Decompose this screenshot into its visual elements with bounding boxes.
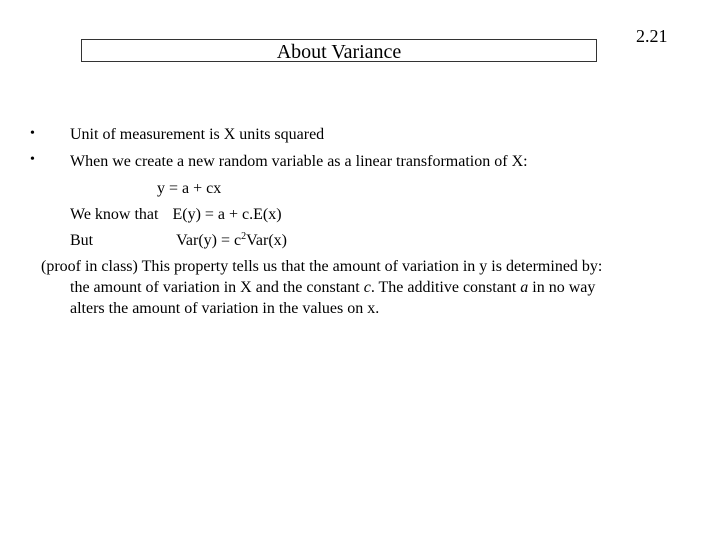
line2-part-b: . The additive constant [370,279,521,296]
bullet-marker: • [30,126,35,141]
constant-a: a [520,279,529,296]
slide-number: 2.21 [636,26,668,46]
variance-exponent: 2 [241,231,247,242]
expectation-line [70,205,282,225]
equation-linear: y = a + cx [157,180,222,197]
bullet-text-2: When we create a new random variable as a linear transformation of X: [70,153,528,170]
constant-c: c [363,279,371,296]
variance-pre: Var(y) = c [176,232,242,249]
variance-line [70,231,287,251]
explanation-line-2 [70,278,595,298]
line2-end: in no way [528,279,596,296]
variance-post: Var(x) [246,232,287,249]
slide-title: About Variance [276,41,402,63]
but-label: But [70,232,94,249]
line2-part-a: the amount of variation in X and the constant [70,279,364,296]
explanation-line-3: alters the amount of variation in the values on x. [70,300,380,317]
bullet-text-1: Unit of measurement is X units squared [70,126,325,143]
proof-line: (proof in class) This property tells us that the amount of variation in y is determined by: [41,258,603,275]
bullet-marker: • [30,152,35,167]
title-box [81,39,597,62]
know-label: We know that [70,206,159,223]
expectation-formula: E(y) = a + c.E(x) [172,206,282,223]
variance-formula [176,232,287,249]
